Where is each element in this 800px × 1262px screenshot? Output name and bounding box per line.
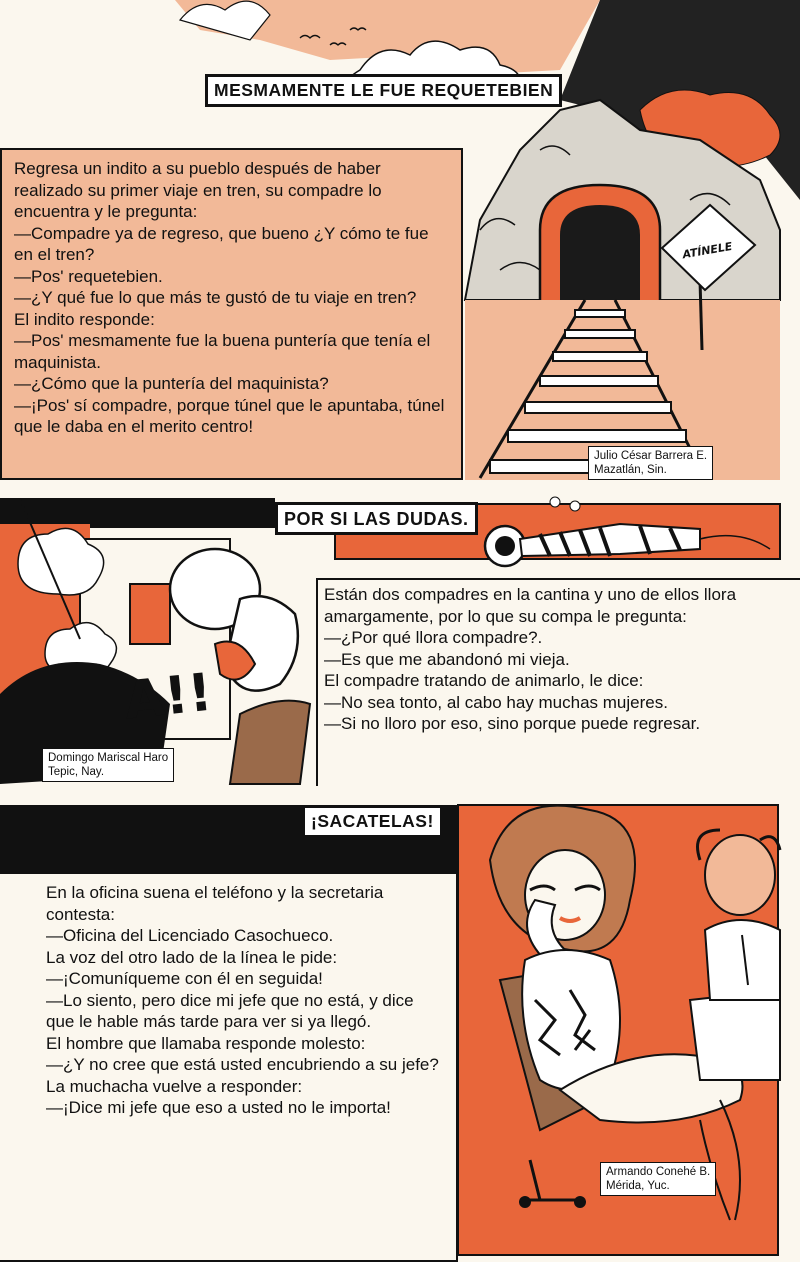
joke-3-line-5: —Lo siento, pero dice mi jefe que no está, y dice que le hable más tarde para ver si ya llegó. [46, 990, 414, 1031]
joke-2-line-1: Están dos compadres en la cantina y uno de ellos llora amargamente, por lo que su compa le pregunta: [324, 585, 737, 626]
joke-3-credit [600, 1162, 716, 1196]
joke-1-line-6: —Pos' mesmamente fue la buena puntería que tenía el maquinista. [14, 331, 431, 372]
atinele-sign-text: ATÍNELE [681, 239, 734, 262]
joke-1-title: MESMAMENTE LE FUE REQUETEBIEN [205, 74, 562, 107]
joke-1-credit-place: Mazatlán, Sin. [594, 464, 667, 476]
joke-3-line-6: El hombre que llamaba responde molesto: [46, 1033, 366, 1053]
joke-2-credit-name: Domingo Mariscal Haro [48, 752, 169, 764]
joke-3-text-box [0, 872, 458, 1262]
joke-2-line-5: —No sea tonto, al cabo hay muchas mujeres. [324, 692, 668, 712]
joke-1-line-1: Regresa un indito a su pueblo después de haber realizado su primer viaje en tren, su compadre lo encuentra y le pregunta: [14, 159, 382, 221]
joke-2-line-4: El compadre tratando de animarlo, le dice: [324, 671, 644, 690]
joke-3-line-1: En la oficina suena el teléfono y la secretaria contesta: [46, 883, 384, 924]
joke-2-line-2: —¿Por qué llora compadre?. [324, 628, 543, 647]
joke-3-line-3: La voz del otro lado de la línea le pide: [46, 947, 338, 967]
joke-3-credit-place: Mérida, Yuc. [606, 1180, 670, 1192]
joke-3-line-7: —¿Y no cree que está usted encubriendo a su jefe? [46, 1055, 439, 1074]
joke-2-line-3: —Es que me abandonó mi vieja. [324, 649, 570, 669]
joke-2-credit-place: Tepic, Nay. [48, 766, 105, 778]
joke-1-line-5: El indito responde: [14, 309, 155, 329]
joke-1-credit-name: Julio César Barrera E. [594, 450, 708, 462]
joke-3-line-9: —¡Dice mi jefe que eso a usted no le importa! [46, 1098, 391, 1117]
joke-3-line-4: —¡Comuníqueme con él en seguida! [46, 969, 323, 988]
joke-2-text-box [316, 578, 800, 786]
joke-3-credit-name: Armando Conehé B. [606, 1166, 711, 1178]
scream-text: A!! [121, 662, 215, 732]
joke-3-title: ¡SACATELAS! [302, 805, 443, 838]
joke-1-line-7: —¿Cómo que la puntería del maquinista? [14, 374, 329, 393]
joke-2-line-6: —Si no lloro por eso, sino porque puede regresar. [324, 714, 701, 733]
joke-1-credit [588, 446, 713, 480]
joke-1-line-4: —¿Y qué fue lo que más te gustó de tu viaje en tren? [14, 288, 417, 307]
joke-2-credit [42, 748, 174, 782]
joke-3-line-8: La muchacha vuelve a responder: [46, 1076, 303, 1096]
joke-2-title: POR SI LAS DUDAS. [275, 502, 478, 535]
joke-1-line-2: —Compadre ya de regreso, que bueno ¿Y cómo te fue en el tren? [14, 223, 429, 264]
joke-1-line-3: —Pos' requetebien. [14, 266, 163, 286]
joke-3-line-2: —Oficina del Licenciado Casochueco. [46, 926, 334, 945]
joke-1-text-box [0, 148, 463, 480]
joke-1-line-8: —¡Pos' sí compadre, porque túnel que le apuntaba, túnel que le daba en el merito centro! [14, 395, 445, 436]
